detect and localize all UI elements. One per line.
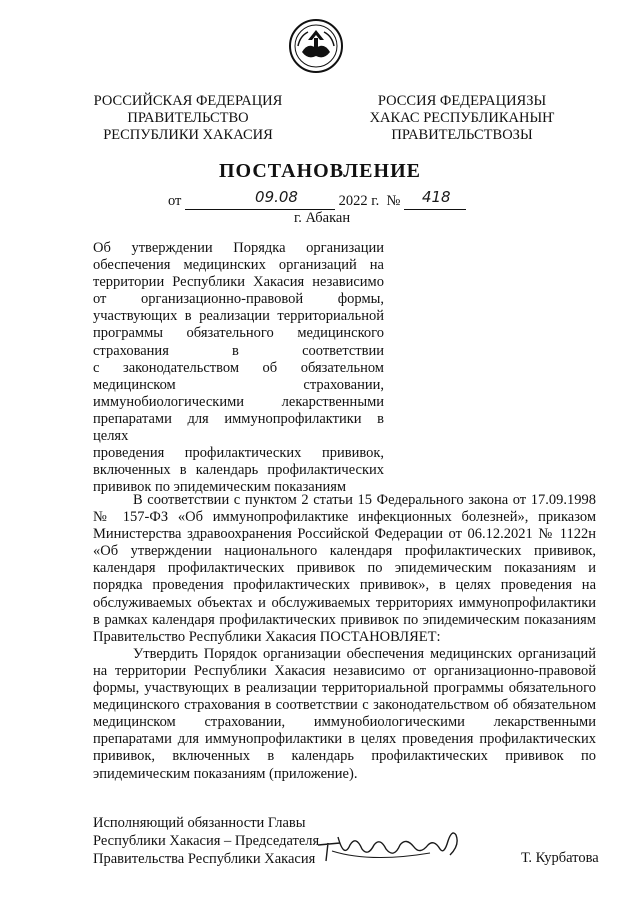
handwritten-signature	[310, 815, 470, 865]
signature-title-line: Правительства Республики Хакасия	[93, 851, 316, 867]
header-right-line: ПРАВИТЕЛЬСТВОЗЫ	[391, 127, 533, 143]
date-line	[168, 188, 466, 210]
body-paragraph: Утвердить Порядок организации обеспечения медицинских организаций на территории Республики Хакасия независимо от организационно-правовой формы, участвующих в реализации территориальной программы обязательного медицинского страхования в соответствии с законодательством об обязательном медицинском страховании, иммунобиологическими лекарственными препаратами для иммунопрофилактики в целях проведения профилактических прививок, включенных в календарь профилактических прививок по эпидемическим показаниям (приложение).	[93, 645, 596, 782]
subject-line: иммунобиологическими лекарственными	[93, 393, 384, 410]
signature-title-line: Республики Хакасия – Председателя	[93, 833, 320, 849]
subject-line: медицинском страховании,	[93, 376, 384, 393]
header-left-line: РОССИЙСКАЯ ФЕДЕРАЦИЯ	[93, 93, 283, 109]
date-field	[185, 188, 335, 210]
subject-line: прививок по эпидемическим показаниям	[93, 479, 347, 496]
header-left-line: РЕСПУБЛИКИ ХАКАСИЯ	[103, 127, 273, 143]
header-left-line: ПРАВИТЕЛЬСТВО	[127, 110, 249, 126]
subject-line: территории Республики Хакасия независимо	[93, 274, 384, 291]
header-left	[78, 93, 298, 144]
subject-line: включенных в календарь профилактических	[93, 462, 384, 479]
subject-line: обеспечения медицинских организаций на	[93, 257, 384, 274]
subject-line: проведения профилактических прививок,	[93, 445, 384, 462]
subject-line: Об утверждении Порядка организации	[93, 240, 384, 256]
number-field	[404, 188, 466, 210]
number-label: №	[386, 193, 401, 209]
city: г. Абакан	[294, 210, 351, 226]
date-prefix: от	[168, 193, 182, 209]
body-text	[93, 492, 596, 783]
header-right-line: РОССИЯ ФЕДЕРАЦИЯЗЫ	[377, 93, 547, 109]
signature-block	[93, 814, 319, 868]
header-right	[352, 93, 572, 144]
signatory-name: Т. Курбатова	[521, 850, 599, 866]
subject-line: препаратами для иммунопрофилактики в целях	[93, 410, 384, 445]
date-value: 09.08	[255, 188, 298, 206]
coat-of-arms-icon	[288, 18, 344, 74]
header-right-line: ХАКАС РЕСПУБЛИКАНЫҤ	[369, 110, 555, 126]
document-title: ПОСТАНОВЛЕНИЕ	[219, 160, 421, 182]
subject-line: страхования в соответствии	[93, 342, 384, 359]
document-number: 418	[421, 188, 451, 206]
date-year: 2022 г.	[338, 193, 380, 209]
subject-block	[93, 240, 384, 496]
signature-title-line: Исполняющий обязанности Главы	[93, 815, 306, 831]
body-paragraph: В соответствии с пунктом 2 статьи 15 Федерального закона от 17.09.1998 № 157-ФЗ «Об иммунопрофилактике инфекционных болезней», приказом Министерства здравоохранения Российской Федерации от 06.12.2021 № 1122н «Об утверждении национального календаря профилактических прививок, календаря профилактических прививок по эпидемическим показаниям и порядка проведения профилактических прививок», в целях проведения на обслуживаемых объектах и обслуживаемых территориях иммунопрофилактики в рамках календаря профилактических прививок по эпидемическим показаниям Правительство Республики Хакасия ПОСТАНОВЛЯЕТ:	[93, 492, 596, 645]
subject-line: участвующих в реализации территориальной	[93, 308, 384, 325]
subject-line: от организационно-правовой формы,	[93, 291, 384, 308]
subject-line: программы обязательного медицинского	[93, 325, 384, 342]
subject-line: с законодательством об обязательном	[93, 359, 384, 376]
